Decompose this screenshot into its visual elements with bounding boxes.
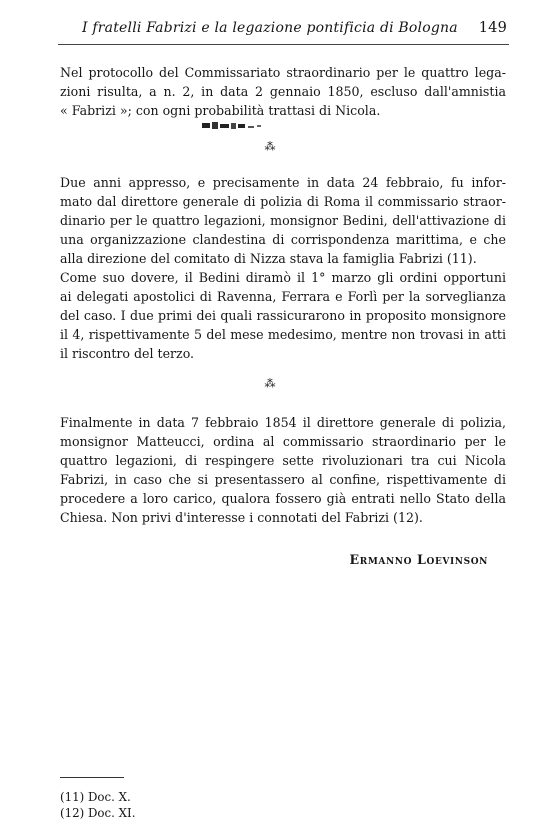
text-line: alla direzione del comitato di Nizza stava la famiglia Fabrizi (11).	[60, 251, 477, 267]
paragraph-3	[60, 268, 506, 363]
text-line: zioni risulta, a n. 2, in data 2 gennaio 1850, escluso dall'amnistia	[60, 84, 506, 100]
text-line: Fabrizi, in caso che si presentassero al confine, rispettivamente di	[60, 472, 506, 488]
text-line: « Fabrizi »; con ogni probabilità trattasi di Nicola.	[60, 103, 381, 119]
text-line: Due anni appresso, e precisamente in data 24 febbraio, fu infor-	[60, 175, 506, 190]
paragraph-4	[60, 413, 506, 528]
paragraph-2	[60, 173, 506, 268]
asterism-glyph: ⁂	[264, 377, 276, 390]
text-line: dinario per le quattro legazioni, monsignor Bedini, dell'attivazione di	[60, 213, 506, 229]
paragraph-1	[60, 63, 506, 120]
footnote-rule	[60, 777, 124, 778]
text-line: procedere a loro carico, qualora fossero già entrati nello Stato della	[60, 491, 506, 507]
running-head	[82, 20, 507, 40]
footnotes	[60, 789, 135, 821]
text-line: Chiesa. Non privi d'interesse i connotati del Fabrizi (12).	[60, 510, 423, 526]
text-line: il riscontro del terzo.	[60, 346, 195, 362]
page-number: 149	[478, 20, 507, 36]
text-line: Nel protocollo del Commissariato straordinario per le quattro lega-	[60, 65, 506, 80]
section-asterism-2	[240, 377, 300, 400]
footnote: (12) Doc. XI.	[60, 806, 136, 820]
footnote: (11) Doc. X.	[60, 790, 131, 804]
text-line: Come suo dovere, il Bedini diramò il 1° marzo gli ordini opportuni	[60, 270, 506, 285]
text-line: del caso. I due primi dei quali rassicurarono in proposito monsignore	[60, 308, 506, 324]
section-asterism-1	[240, 140, 300, 163]
text-line: ai delegati apostolici di Ravenna, Ferrara e Forlì per la sorveglianza	[60, 289, 506, 305]
header-rule	[58, 44, 509, 45]
author-signature: Ermanno Loevinson	[349, 552, 488, 567]
asterism-glyph: ⁂	[264, 140, 276, 153]
text-line: una organizzazione clandestina di corrispondenza marittima, e che	[60, 232, 506, 248]
text-line: Finalmente in data 7 febbraio 1854 il direttore generale di polizia,	[60, 415, 506, 430]
text-line: quattro legazioni, di respingere sette rivoluzionari tra cui Nicola	[60, 453, 506, 469]
running-head-title: I fratelli Fabrizi e la legazione pontificia di Bologna	[82, 20, 458, 36]
ink-smudge	[200, 120, 270, 134]
text-line: monsignor Matteucci, ordina al commissario straordinario per le	[60, 434, 506, 450]
text-line: mato dal direttore generale di polizia di Roma il commissario straor-	[60, 194, 506, 210]
text-line: il 4, rispettivamente 5 del mese medesimo, mentre non trovasi in atti	[60, 327, 506, 343]
